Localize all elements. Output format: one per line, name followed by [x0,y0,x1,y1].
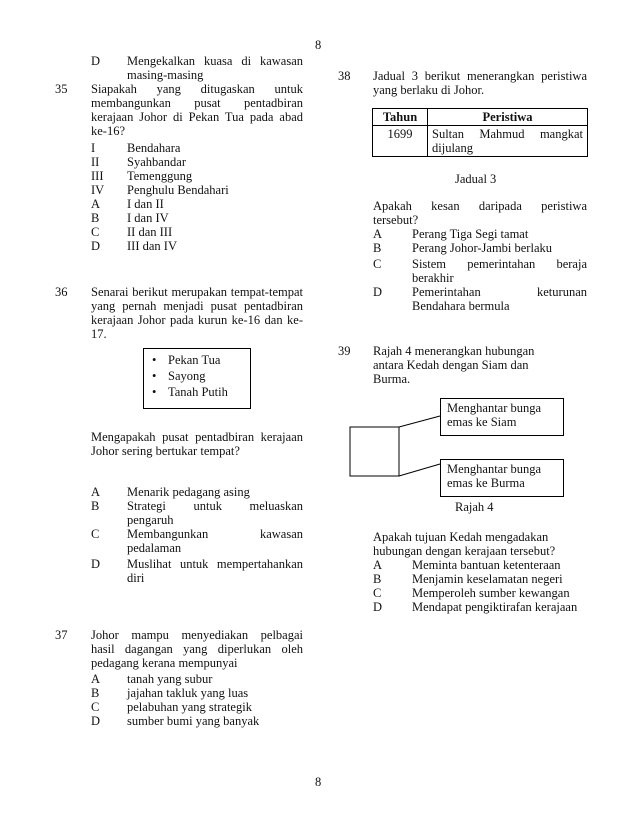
question-prompt: Johor sering bertukar tempat? [91,444,240,458]
option-letter: A [91,197,101,211]
question-prompt: Mengapakah pusat pentadbiran kerajaan [91,430,303,444]
siam-box-line: emas ke Siam [447,415,517,429]
connector-siam [399,416,440,427]
option-text[interactable]: sumber bumi yang banyak [127,714,260,728]
option-letter: D [91,54,101,68]
option-letter: B [373,572,382,586]
question-stem: Senarai berikut merupakan tempat-tempat [91,285,303,299]
event-line: Sultan Mahmud mangkat [432,127,583,141]
question-stem: kerajaan Johor di Pekan Tua pada abad [91,110,303,124]
question-stem: kerajaan Johor pada kurun ke-16 dan ke- [91,313,303,327]
question-number: 35 [55,82,68,96]
burma-box [440,459,564,497]
option-text[interactable]: jajahan takluk yang luas [127,686,249,700]
statement-text: Syahbandar [127,155,187,169]
statement-text: Penghulu Bendahari [127,183,229,197]
option-letter: B [91,686,100,700]
option-text[interactable]: Menjamin keselamatan negeri [412,572,563,586]
page-number-bottom: 8 [315,775,322,789]
place-list-item: • Pekan Tua [144,352,250,368]
option-text: masing-masing [127,68,204,82]
event-line: dijulang [432,141,473,155]
question-number: 37 [55,628,68,642]
siam-box [440,398,564,436]
burma-box-line: Menghantar bunga [447,462,542,476]
option-letter: C [91,527,100,541]
table-header-event: Peristiwa [428,109,588,126]
question-stem: hasil dagangan yang diperlukan oleh [91,642,303,656]
question-number: 38 [338,69,351,83]
option-letter: D [91,557,101,571]
question-prompt: hubungan dengan kerajaan tersebut? [373,544,556,558]
option-letter: C [373,257,382,271]
option-text[interactable]: I dan II [127,197,164,211]
place-list-item: • Sayong [144,368,250,384]
question-stem: antara Kedah dengan Siam dan [373,358,529,372]
option-text[interactable]: Perang Tiga Segi tamat [412,227,529,241]
option-text[interactable]: Strategi untuk meluaskan [127,499,303,513]
connector-burma [399,464,440,476]
table-caption: Jadual 3 [455,172,497,186]
option-text[interactable]: III dan IV [127,239,177,253]
option-text[interactable]: pengaruh [127,513,174,527]
option-text[interactable]: Membangunkan kawasan [127,527,303,541]
question-prompt: Apakah tujuan Kedah mengadakan [373,530,549,544]
question-stem: ke-16? [91,124,126,138]
question-prompt: Apakah kesan daripada peristiwa [373,199,587,213]
option-letter: D [91,239,101,253]
option-text[interactable]: Mendapat pengiktirafan kerajaan [412,600,578,614]
option-text[interactable]: Bendahara bermula [412,299,510,313]
question-stem: yang berlaku di Johor. [373,83,485,97]
option-letter: C [91,225,100,239]
question-stem: Jadual 3 berikut menerangkan peristiwa [373,69,587,83]
option-text[interactable]: Perang Johor-Jambi berlaku [412,241,552,255]
option-text[interactable]: tanah yang subur [127,672,213,686]
option-text: Mengekalkan kuasa di kawasan [127,54,303,68]
diagram-caption: Rajah 4 [455,500,494,514]
option-letter: B [91,211,100,225]
option-text[interactable]: I dan IV [127,211,169,225]
option-text[interactable]: Menarik pedagang asing [127,485,250,499]
page-number-top: 8 [315,38,322,52]
jadual-3-table [372,108,588,157]
statement-roman: IV [91,183,105,197]
table-cell-event [428,126,588,157]
option-text[interactable]: Muslihat untuk mempertahankan [127,557,303,571]
statement-roman: I [91,141,96,155]
statement-roman: III [91,169,104,183]
statement-text: Bendahara [127,141,181,155]
option-letter: D [91,714,101,728]
table-cell-year: 1699 [373,126,428,157]
place-list-box [143,348,251,409]
option-letter: A [373,558,383,572]
question-stem: pedagang kerana mempunyai [91,656,238,670]
option-letter: A [373,227,383,241]
question-stem: yang pernah menjadi pusat pentadbiran [91,299,303,313]
table-header-year: Tahun [373,109,428,126]
question-stem: 17. [91,327,107,341]
statement-roman: II [91,155,100,169]
option-text[interactable]: Pemerintahan keturunan [412,285,587,299]
option-letter: A [91,672,101,686]
option-text[interactable]: berakhir [412,271,454,285]
option-text[interactable]: II dan III [127,225,173,239]
question-stem: Burma. [373,372,411,386]
question-number: 39 [338,344,351,358]
statement-text: Temenggung [127,169,193,183]
kedah-box [350,427,399,476]
question-stem: membangunkan pusat pentadbiran [91,96,303,110]
question-stem: Siapakah yang ditugaskan untuk [91,82,303,96]
option-text[interactable]: pelabuhan yang strategik [127,700,252,714]
question-prompt: tersebut? [373,213,419,227]
question-number: 36 [55,285,68,299]
option-text[interactable]: Memperoleh sumber kewangan [412,586,570,600]
siam-box-line: Menghantar bunga [447,401,542,415]
option-letter: D [373,285,383,299]
option-letter: A [91,485,101,499]
option-text[interactable]: diri [127,571,145,585]
question-stem: Rajah 4 menerangkan hubungan [373,344,535,358]
option-text[interactable]: Sistem pemerintahan beraja [412,257,587,271]
option-text[interactable]: pedalaman [127,541,182,555]
place-list-item: • Tanah Putih [144,384,250,400]
option-letter: D [373,600,383,614]
option-letter: B [373,241,382,255]
option-text[interactable]: Meminta bantuan ketenteraan [412,558,561,572]
option-letter: C [91,700,100,714]
burma-box-line: emas ke Burma [447,476,525,490]
option-letter: B [91,499,100,513]
option-letter: C [373,586,382,600]
question-stem: Johor mampu menyediakan pelbagai [91,628,303,642]
